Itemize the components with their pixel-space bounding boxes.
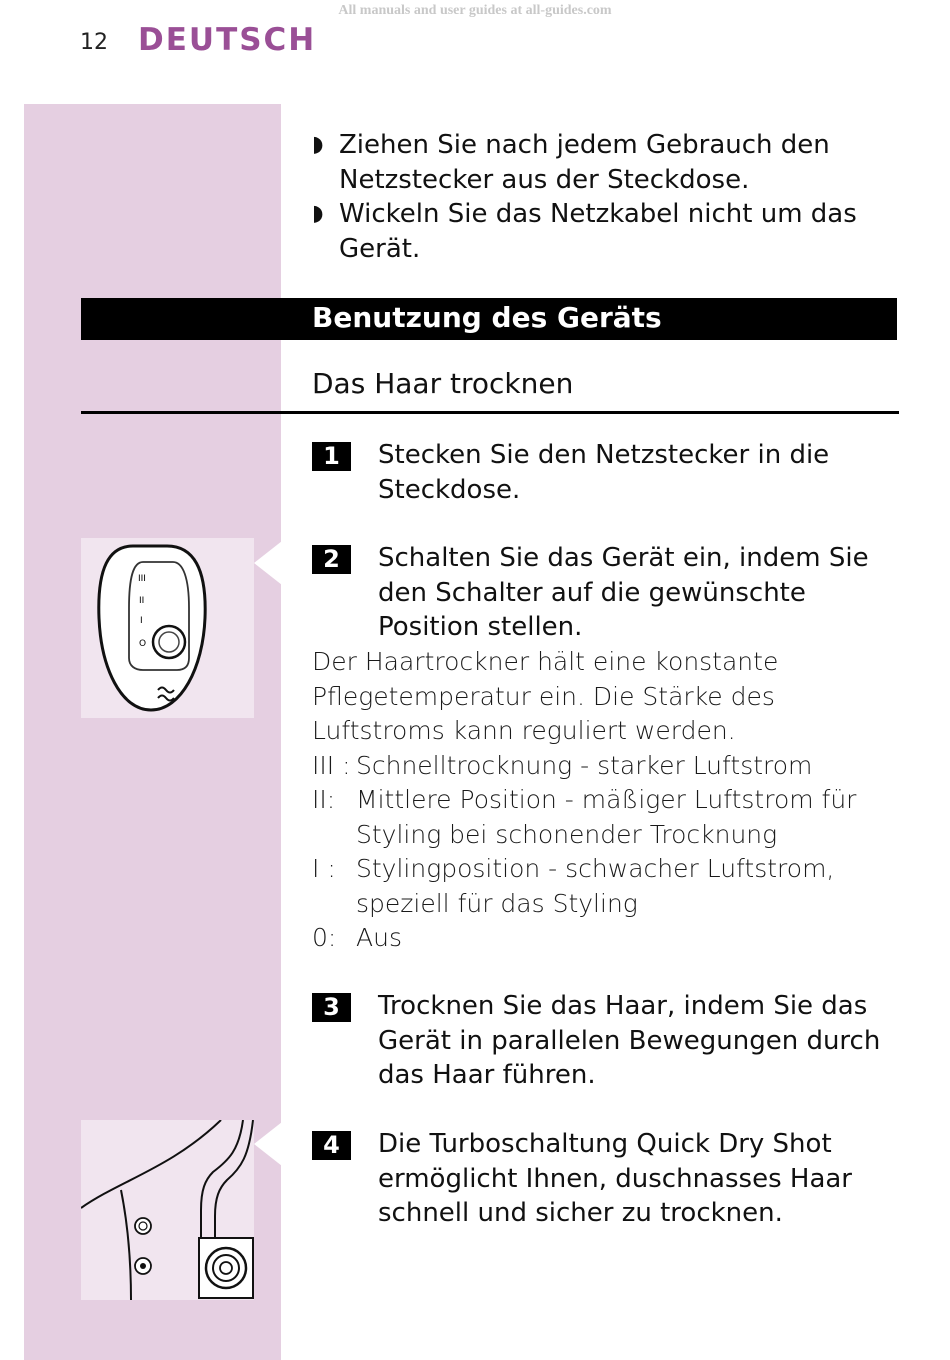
level-key: I :: [312, 854, 336, 883]
page-number: 12: [80, 30, 108, 55]
bullet-text: Ziehen Sie nach jedem Gebrauch den Netzstecker aus der Steckdose.: [339, 130, 830, 195]
level-item: [312, 783, 912, 852]
level-text: Stylingposition - schwacher Luftstrom, speziell für das Styling: [356, 854, 835, 918]
level-item: [312, 921, 912, 956]
switch-mark-3: III: [138, 574, 146, 584]
subheading: Das Haar trocknen: [312, 367, 574, 400]
switch-mark-0: O: [139, 639, 147, 649]
step-2: [312, 541, 912, 645]
level-item: [312, 852, 912, 921]
step-number-badge: 3: [312, 993, 351, 1022]
airflow-description: [312, 645, 912, 956]
step-1: [312, 438, 912, 507]
bullet-marker-icon: ◗: [312, 201, 324, 226]
switch-mark-1: I: [140, 616, 143, 626]
description-intro: Der Haartrockner hält eine konstante Pflegetemperatur ein. Die Stärke des Luftstroms kann reguliert werden.: [312, 647, 779, 745]
illustration-pointer: [254, 1122, 282, 1166]
step-3: [312, 989, 912, 1093]
safety-bullet-list: [312, 128, 912, 266]
step-number-badge: 4: [312, 1131, 351, 1160]
step-text: Die Turboschaltung Quick Dry Shot ermöglicht Ihnen, duschnasses Haar schnell und sicher zu trocknen.: [378, 1129, 852, 1228]
level-text: Aus: [356, 923, 402, 952]
turbo-button-illustration: [81, 1120, 254, 1300]
watermark: All manuals and user guides at all-guides.com: [338, 3, 612, 18]
step-number-badge: 2: [312, 545, 351, 574]
switch-mark-2: II: [139, 596, 145, 606]
level-key: II:: [312, 785, 336, 814]
step-4: [312, 1127, 912, 1231]
bullet-text: Wickeln Sie das Netzkabel nicht um das Gerät.: [339, 199, 857, 264]
bullet-marker-icon: ◗: [312, 132, 324, 157]
list-item: [312, 128, 912, 197]
switch-drawing: [81, 538, 254, 718]
step-text: Stecken Sie den Netzstecker in die Steckdose.: [378, 440, 830, 505]
step-number-badge: 1: [312, 442, 351, 471]
switch-illustration: [81, 538, 254, 718]
list-item: [312, 197, 912, 266]
level-key: III :: [312, 750, 351, 780]
section-title: Benutzung des Geräts: [312, 301, 662, 334]
illustration-pointer: [254, 541, 282, 585]
step-text: Schalten Sie das Gerät ein, indem Sie den Schalter auf die gewünschte Position stellen.: [378, 543, 869, 642]
divider: [81, 411, 899, 414]
level-text: Mittlere Position - mäßiger Luftstrom für Styling bei schonender Trocknung: [356, 785, 857, 849]
level-text: Schnelltrocknung - starker Luftstrom: [356, 750, 813, 780]
language-heading: DEUTSCH: [138, 22, 317, 58]
turbo-drawing: [81, 1120, 254, 1300]
level-key: 0:: [312, 923, 337, 952]
level-item: [312, 749, 912, 784]
step-text: Trocknen Sie das Haar, indem Sie das Gerät in parallelen Bewegungen durch das Haar führen.: [378, 991, 881, 1090]
